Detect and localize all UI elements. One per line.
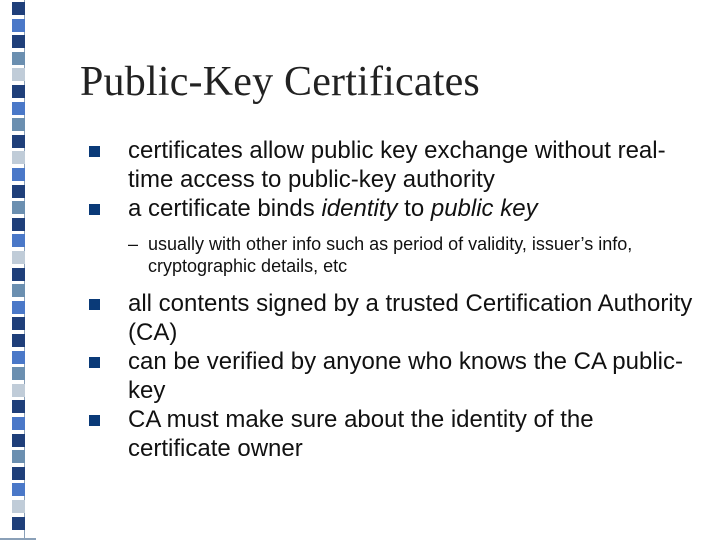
stripe-square [12, 517, 25, 530]
slide-body [86, 136, 696, 463]
square-bullet-icon [89, 299, 100, 310]
stripe-square [12, 85, 25, 98]
stripe-square [12, 68, 25, 81]
stripe-square [12, 218, 25, 231]
stripe-square [12, 234, 25, 247]
sub-bullet-text: usually with other info such as period of validity, issuer’s info, cryptographic details, etc [148, 234, 633, 276]
stripe-square [12, 301, 25, 314]
square-bullet-icon [89, 146, 100, 157]
stripe-square [12, 384, 25, 397]
stripe-square [12, 351, 25, 364]
stripe-square [12, 201, 25, 214]
slide-title: Public-Key Certificates [80, 59, 480, 105]
sub-bullet-item [128, 233, 696, 277]
stripe-square [12, 168, 25, 181]
stripe-square [12, 151, 25, 164]
stripe-square [12, 185, 25, 198]
square-bullet-icon [89, 415, 100, 426]
stripe-square [12, 417, 25, 430]
bullet-item [86, 289, 696, 347]
stripe-square [12, 334, 25, 347]
bullet-item [86, 194, 696, 223]
stripe-square [12, 2, 25, 15]
bullet-text: all contents signed by a trusted Certification Authority (CA) [128, 290, 693, 346]
square-bullet-icon [89, 357, 100, 368]
stripe-square [12, 467, 25, 480]
stripe-square [12, 434, 25, 447]
stripe-square [12, 251, 25, 264]
decorative-stripe [0, 0, 30, 540]
stripe-square [12, 118, 25, 131]
stripe-square [12, 268, 25, 281]
square-bullet-icon [89, 204, 100, 215]
bullet-text-part: a certificate binds [128, 195, 322, 222]
stripe-square [12, 500, 25, 513]
stripe-square [12, 35, 25, 48]
stripe-square [12, 19, 25, 32]
bullet-item [86, 136, 696, 194]
stripe-square [12, 102, 25, 115]
stripe-square [12, 483, 25, 496]
stripe-square [12, 317, 25, 330]
bullet-item [86, 405, 696, 463]
bullet-text: CA must make sure about the identity of the certificate owner [128, 406, 594, 462]
bullet-text-part: to [397, 195, 431, 222]
stripe-square [12, 135, 25, 148]
stripe-square [12, 284, 25, 297]
stripe-square [12, 450, 25, 463]
bullet-item [86, 347, 696, 405]
bullet-text: can be verified by anyone who knows the CA public-key [128, 348, 683, 404]
bullet-text: certificates allow public key exchange without real-time access to public-key authority [128, 137, 666, 193]
stripe-square [12, 367, 25, 380]
bullet-text-emphasis: public key [430, 195, 538, 222]
stripe-square [12, 400, 25, 413]
dash-bullet: – [128, 234, 139, 254]
stripe-square [12, 52, 25, 65]
bullet-text-emphasis: identity [321, 195, 398, 222]
